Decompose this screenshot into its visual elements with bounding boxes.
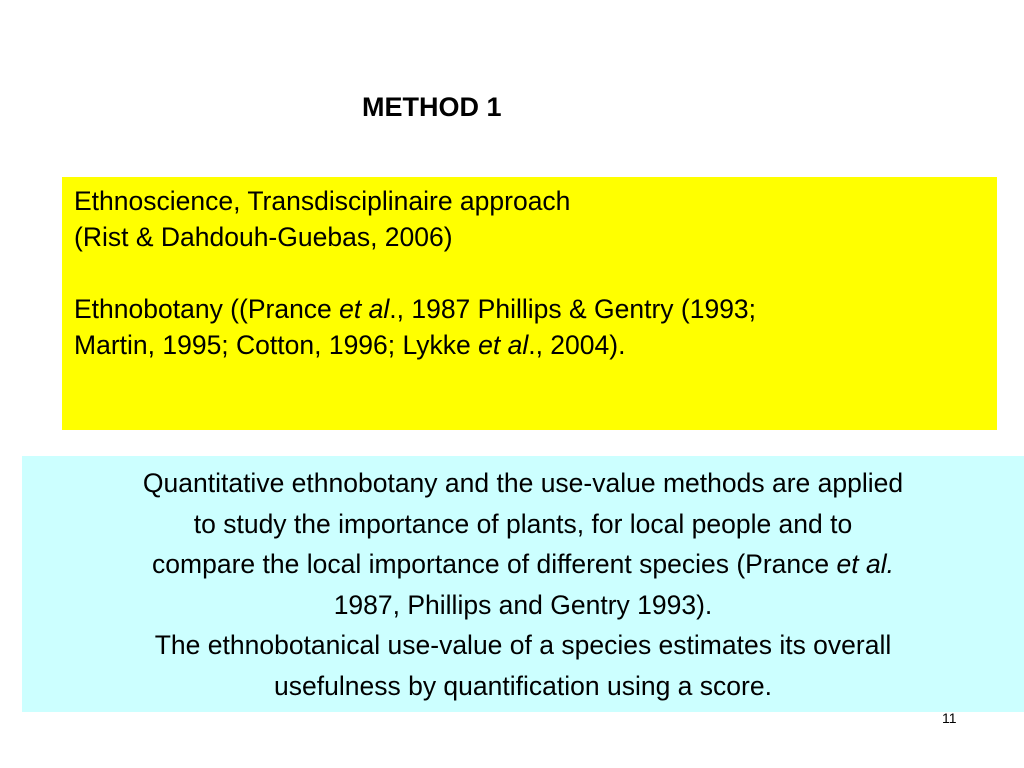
slide-title: METHOD 1	[362, 92, 502, 122]
rist-citation-line	[74, 219, 985, 255]
quantitative-line-4: 1987, Phillips and Gentry 1993).	[333, 589, 713, 620]
ethnobotany-text-d: Martin, 1995; Cotton, 1996; Lykke	[74, 330, 479, 360]
ethnoscience-box	[62, 177, 997, 430]
page-number: 11	[942, 710, 957, 726]
quantitative-line-1: Quantitative ethnobotany and the use-value methods are applied	[142, 468, 904, 498]
ethnobotany-line-2	[74, 327, 985, 363]
quantitative-line-3	[26, 544, 1020, 585]
et-al-italic: et al	[339, 294, 390, 324]
ethnobotany-text-f: ., 2004).	[528, 330, 626, 360]
use-value-line-2: usefulness by quantification using a score.	[274, 670, 772, 701]
ethnoscience-text: Ethnoscience, Transdisciplinaire approach	[74, 186, 571, 216]
ethnobotany-line-1	[74, 291, 985, 327]
et-al-italic: et al.	[836, 549, 894, 579]
rist-citation-text: (Rist & Dahdouh-Guebas, 2006)	[74, 222, 453, 252]
ethnobotany-text-a: Ethnobotany ((Prance	[74, 294, 340, 324]
ethnoscience-line	[74, 183, 985, 219]
ethnobotany-text-c: ., 1987 Phillips & Gentry (1993;	[389, 294, 757, 324]
paragraph-spacer	[74, 255, 985, 291]
use-value-line-1: The ethnobotanical use-value of a species estimates its overall	[154, 630, 892, 660]
quantitative-line-2: to study the importance of plants, for local people and to	[193, 508, 853, 539]
quantitative-ethnobotany-box	[22, 456, 1024, 712]
et-al-italic: et al	[478, 330, 529, 360]
quantitative-text-a: compare the local importance of different species (Prance	[152, 549, 837, 579]
